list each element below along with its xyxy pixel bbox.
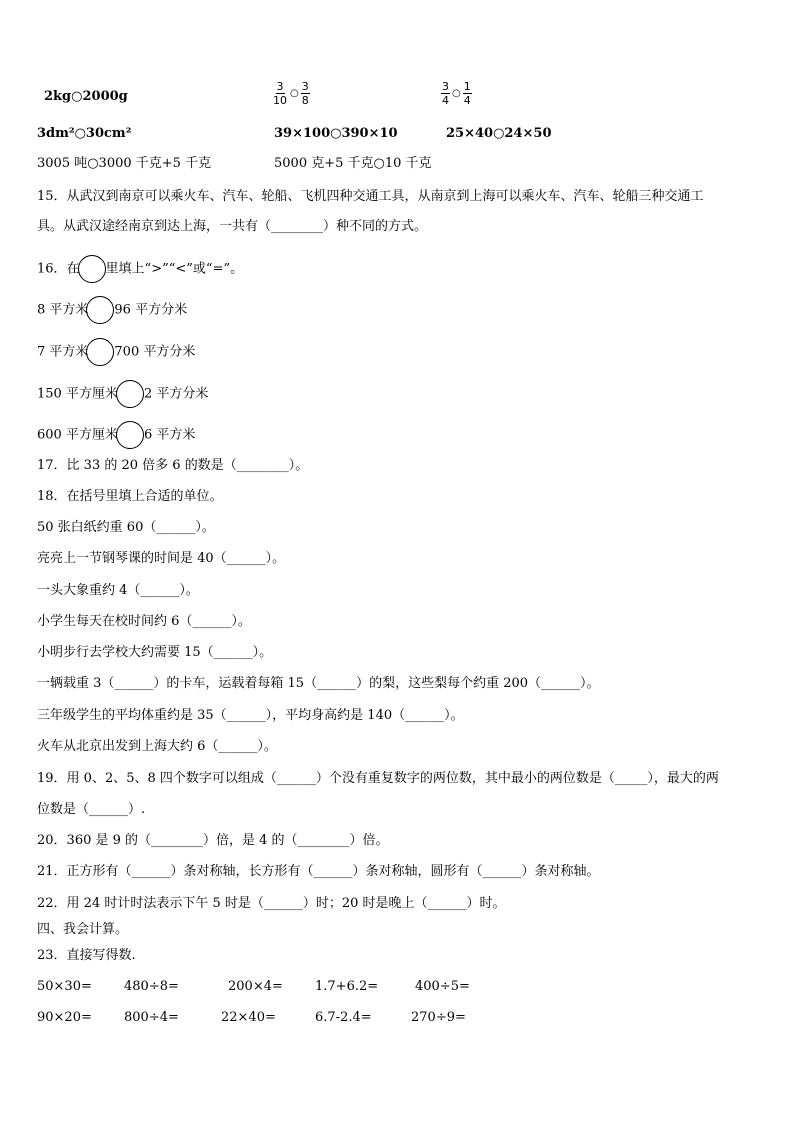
compare-item-ton-kg: 3005 吨○3000 千克+5 千克	[37, 156, 212, 171]
compare-item-kg-g: 2kg○2000g	[44, 89, 128, 104]
question-16-prefix: 16．在	[37, 261, 80, 277]
compare-item-mult-1: 39×100○390×10	[274, 126, 398, 141]
answer-circle[interactable]	[116, 380, 144, 408]
question-15-line-2: 具。从武汉途经南京到达上海，一共有（________）种不同的方式。	[37, 219, 428, 234]
fraction: $\frac{3}{8}$	[301, 80, 309, 107]
question-17: 17．比 33 的 20 倍多 6 的数是（________）。	[37, 458, 309, 473]
compare-circle-symbol: ○	[290, 87, 299, 99]
question-15-line-1: 15．从武汉到南京可以乘火车、汽车、轮船、飞机四种交通工具，从南京到上海可以乘火车、汽车、轮船三种交通工	[37, 189, 704, 204]
calc-item: 6.7-2.4=	[315, 1010, 372, 1025]
question-16-item: 600 平方厘米 6 平方米	[37, 421, 195, 449]
answer-circle[interactable]	[116, 421, 144, 449]
question-16-title	[37, 255, 243, 283]
question-18-item: 三年级学生的平均体重约是 35（______），平均身高约是 140（______）。	[37, 708, 464, 723]
fraction: $\frac{3}{4}$	[442, 80, 449, 107]
question-18-item: 亮亮上一节钢琴课的时间是 40（______）。	[37, 551, 286, 566]
question-18-item: 一辆载重 3（______）的卡车，运载着每箱 15（______）的梨，这些梨每个约重 200（______）。	[37, 676, 600, 691]
calc-item: 270÷9=	[411, 1010, 466, 1025]
question-16-item: 7 平方米 700 平方分米	[37, 338, 195, 366]
question-20: 20．360 是 9 的（________）倍，是 4 的（________）倍。	[37, 833, 389, 848]
question-16-suffix: 里填上“>”“<”或“=”。	[105, 261, 244, 277]
question-18-item: 50 张白纸约重 60（______）。	[37, 520, 215, 535]
fraction: $\frac{3}{10}$	[273, 80, 287, 107]
question-18-item: 小学生每天在校时间约 6（______）。	[37, 614, 251, 629]
question-18-item: 小明步行去学校大约需要 15（______）。	[37, 645, 273, 660]
question-16-item: 150 平方厘米 2 平方分米	[37, 380, 208, 408]
question-19-line-2: 位数是（______）.	[37, 802, 146, 817]
question-22: 22．用 24 时计时法表示下午 5 时是（______）时；20 时是晚上（______）时。	[37, 896, 506, 911]
question-16-item: 8 平方米 96 平方分米	[37, 296, 187, 324]
question-18-title: 18．在括号里填上合适的单位。	[37, 489, 223, 504]
compare-item-fractions-1	[272, 80, 310, 107]
compare-item-mult-2: 25×40○24×50	[446, 126, 552, 141]
calc-item: 800÷4=	[124, 1010, 179, 1025]
question-18-item: 一头大象重约 4（______）。	[37, 583, 199, 598]
calc-item: 22×40=	[221, 1010, 276, 1025]
answer-circle[interactable]	[78, 255, 106, 283]
answer-circle[interactable]	[86, 338, 114, 366]
fraction: $\frac{1}{4}$	[463, 80, 471, 107]
calc-item: 200×4=	[228, 979, 283, 994]
question-21: 21．正方形有（______）条对称轴，长方形有（______）条对称轴，圆形有（______）条对称轴。	[37, 864, 600, 879]
calc-item: 480÷8=	[124, 979, 179, 994]
answer-circle[interactable]	[86, 296, 114, 324]
question-18-item: 火车从北京出发到上海大约 6（______）。	[37, 739, 277, 754]
calc-item: 50×30=	[37, 979, 92, 994]
calc-item: 1.7+6.2=	[315, 979, 379, 994]
question-19-line-1: 19．用 0、2、5、8 四个数字可以组成（______）个没有重复数字的两位数，其中最小的两位数是（_____），最大的两	[37, 771, 719, 786]
calc-item: 400÷5=	[415, 979, 470, 994]
calc-item: 90×20=	[37, 1010, 92, 1025]
compare-item-dm-cm: 3dm²○30cm²	[37, 126, 132, 141]
compare-item-g-kg: 5000 克+5 千克○10 千克	[274, 156, 432, 171]
compare-circle-symbol: ○	[452, 87, 461, 99]
section-heading: 四、我会计算。	[37, 922, 129, 937]
question-23-title: 23．直接写得数.	[37, 948, 136, 963]
compare-item-fractions-2	[441, 80, 472, 107]
